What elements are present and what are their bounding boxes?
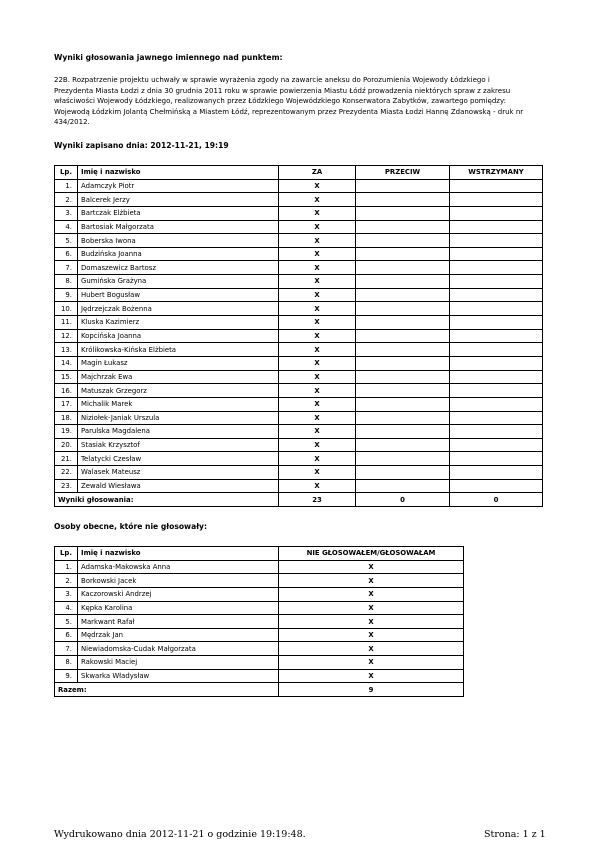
row-number: 6. [55, 628, 78, 642]
row-number: 5. [55, 234, 78, 248]
row-number: 1. [55, 179, 78, 193]
vote-przeciw-mark [356, 438, 450, 452]
table-row [55, 642, 464, 656]
votes-table [54, 165, 543, 507]
table-row [55, 669, 464, 683]
member-name: Kluska Kazimierz [78, 316, 279, 330]
vote-za-mark: X [279, 438, 356, 452]
row-number: 6. [55, 247, 78, 261]
col-header-name: Imię i nazwisko [78, 166, 279, 180]
row-number: 8. [55, 656, 78, 670]
table-row [55, 425, 543, 439]
votes-summary-przeciw: 0 [356, 493, 450, 507]
table-row [55, 316, 543, 330]
member-name: Adamczyk Piotr [78, 179, 279, 193]
vote-przeciw-mark [356, 179, 450, 193]
vote-za-mark: X [279, 179, 356, 193]
vote-wstrzymany-mark [450, 206, 543, 220]
member-name: Michalik Marek [78, 397, 279, 411]
row-number: 9. [55, 288, 78, 302]
member-name: Kaczorowski Andrzej [78, 587, 279, 601]
absent-summary-label: Razem: [55, 683, 279, 697]
row-number: 7. [55, 261, 78, 275]
vote-przeciw-mark [356, 193, 450, 207]
vote-za-mark: X [279, 397, 356, 411]
member-name: Walasek Mateusz [78, 466, 279, 480]
table-row [55, 356, 543, 370]
vote-wstrzymany-mark [450, 275, 543, 289]
row-number: 18. [55, 411, 78, 425]
vote-przeciw-mark [356, 397, 450, 411]
table-row [55, 466, 543, 480]
row-number: 23. [55, 479, 78, 493]
not-voted-mark: X [279, 601, 464, 615]
vote-wstrzymany-mark [450, 356, 543, 370]
member-name: Zewald Wiesława [78, 479, 279, 493]
row-number: 9. [55, 669, 78, 683]
member-name: Kępka Karolina [78, 601, 279, 615]
table-row [55, 479, 543, 493]
vote-przeciw-mark [356, 356, 450, 370]
vote-za-mark: X [279, 316, 356, 330]
vote-za-mark: X [279, 370, 356, 384]
col-header-lp: Lp. [55, 547, 78, 561]
vote-przeciw-mark [356, 425, 450, 439]
vote-wstrzymany-mark [450, 179, 543, 193]
member-name: Mędrzak Jan [78, 628, 279, 642]
not-voted-mark: X [279, 615, 464, 629]
vote-wstrzymany-mark [450, 384, 543, 398]
member-name: Majchrzak Ewa [78, 370, 279, 384]
row-number: 16. [55, 384, 78, 398]
table-row [55, 261, 543, 275]
votes-summary-wstrzymany: 0 [450, 493, 543, 507]
member-name: Markwant Rafał [78, 615, 279, 629]
not-voted-mark: X [279, 574, 464, 588]
table-row [55, 343, 543, 357]
votes-table-header-row [55, 166, 543, 180]
not-voted-mark: X [279, 587, 464, 601]
vote-przeciw-mark [356, 411, 450, 425]
not-voted-mark: X [279, 642, 464, 656]
row-number: 4. [55, 220, 78, 234]
row-number: 15. [55, 370, 78, 384]
row-number: 1. [55, 560, 78, 574]
row-number: 13. [55, 343, 78, 357]
vote-za-mark: X [279, 479, 356, 493]
row-number: 2. [55, 574, 78, 588]
table-row [55, 247, 543, 261]
vote-wstrzymany-mark [450, 411, 543, 425]
agenda-item-text: 22B. Rozpatrzenie projektu uchwały w sprawie wyrażenia zgody na zawarcie aneksu do Porozumienia Wojewody Łódzkiego i Prezydenta Miasta Łodzi z dnia 30 grudnia 2011 roku w sprawie powierzenia Miastu Łódź prowadzenia niektórych spraw z zakresu właściwości Wojewody Łódzkiego, realizowanych przez Łódzkiego Wojewódzkiego Konserwatora Zabytków, zawartego pomiędzy: Wojewodą Łódzkim Jolantą Chełmińską a Miastem Łódź, reprezentowanym przez Prezydenta Miasta Łodzi Hannę Zdanowską - druk nr 434/2012. [54, 76, 524, 126]
member-name: Boberska Iwona [78, 234, 279, 248]
member-name: Domaszewicz Bartosz [78, 261, 279, 275]
vote-za-mark: X [279, 343, 356, 357]
member-name: Niziołek-Janiak Urszula [78, 411, 279, 425]
table-row [55, 329, 543, 343]
vote-przeciw-mark [356, 329, 450, 343]
row-number: 4. [55, 601, 78, 615]
absent-section-title: Osoby obecne, które nie głosowały: [54, 522, 208, 531]
member-name: Gumińska Grażyna [78, 275, 279, 289]
row-number: 22. [55, 466, 78, 480]
vote-przeciw-mark [356, 220, 450, 234]
table-row [55, 560, 464, 574]
table-row [55, 288, 543, 302]
not-voted-mark: X [279, 628, 464, 642]
page-number: Strona: 1 z 1 [484, 829, 546, 840]
row-number: 7. [55, 642, 78, 656]
table-row [55, 302, 543, 316]
member-name: Adamska-Makowska Anna [78, 560, 279, 574]
absent-summary-row [55, 683, 464, 697]
votes-summary-row [55, 493, 543, 507]
vote-za-mark: X [279, 234, 356, 248]
member-name: Bartczak Elżbieta [78, 206, 279, 220]
table-row [55, 384, 543, 398]
vote-za-mark: X [279, 329, 356, 343]
vote-przeciw-mark [356, 316, 450, 330]
vote-przeciw-mark [356, 343, 450, 357]
table-row [55, 234, 543, 248]
member-name: Parulska Magdalena [78, 425, 279, 439]
vote-za-mark: X [279, 411, 356, 425]
vote-wstrzymany-mark [450, 261, 543, 275]
row-number: 17. [55, 397, 78, 411]
row-number: 2. [55, 193, 78, 207]
member-name: Królikowska-Kińska Elżbieta [78, 343, 279, 357]
vote-wstrzymany-mark [450, 466, 543, 480]
vote-przeciw-mark [356, 247, 450, 261]
vote-przeciw-mark [356, 206, 450, 220]
table-row [55, 601, 464, 615]
member-name: Borkowski Jacek [78, 574, 279, 588]
row-number: 10. [55, 302, 78, 316]
vote-za-mark: X [279, 261, 356, 275]
member-name: Matuszak Grzegorz [78, 384, 279, 398]
row-number: 14. [55, 356, 78, 370]
member-name: Hubert Bogusław [78, 288, 279, 302]
vote-przeciw-mark [356, 275, 450, 289]
col-header-za: ZA [279, 166, 356, 180]
vote-wstrzymany-mark [450, 479, 543, 493]
row-number: 11. [55, 316, 78, 330]
row-number: 5. [55, 615, 78, 629]
vote-przeciw-mark [356, 288, 450, 302]
vote-wstrzymany-mark [450, 452, 543, 466]
vote-za-mark: X [279, 356, 356, 370]
vote-za-mark: X [279, 466, 356, 480]
not-voted-mark: X [279, 656, 464, 670]
table-row [55, 397, 543, 411]
not-voted-mark: X [279, 560, 464, 574]
table-row [55, 370, 543, 384]
vote-wstrzymany-mark [450, 343, 543, 357]
table-row [55, 193, 543, 207]
vote-za-mark: X [279, 220, 356, 234]
recorded-at: Wyniki zapisano dnia: 2012-11-21, 19:19 [54, 141, 229, 150]
vote-wstrzymany-mark [450, 302, 543, 316]
vote-wstrzymany-mark [450, 329, 543, 343]
vote-przeciw-mark [356, 479, 450, 493]
table-row [55, 587, 464, 601]
member-name: Rakowski Maciej [78, 656, 279, 670]
member-name: Magin Łukasz [78, 356, 279, 370]
col-header-name: Imię i nazwisko [78, 547, 279, 561]
vote-przeciw-mark [356, 370, 450, 384]
table-row [55, 411, 543, 425]
member-name: Jędrzejczak Bożenna [78, 302, 279, 316]
table-row [55, 628, 464, 642]
vote-za-mark: X [279, 425, 356, 439]
vote-za-mark: X [279, 247, 356, 261]
table-row [55, 206, 543, 220]
member-name: Budzińska Joanna [78, 247, 279, 261]
not-voted-mark: X [279, 669, 464, 683]
vote-wstrzymany-mark [450, 316, 543, 330]
printed-info: Wydrukowano dnia 2012-11-21 o godzinie 19:19:48. [54, 829, 306, 840]
member-name: Skwarka Władysław [78, 669, 279, 683]
member-name: Niewiadomska-Cudak Małgorzata [78, 642, 279, 656]
vote-wstrzymany-mark [450, 425, 543, 439]
member-name: Telatycki Czesław [78, 452, 279, 466]
vote-za-mark: X [279, 384, 356, 398]
col-header-not-voted: NIE GŁOSOWAŁEM/GŁOSOWAŁAM [279, 547, 464, 561]
absent-table-header-row [55, 547, 464, 561]
vote-przeciw-mark [356, 466, 450, 480]
vote-wstrzymany-mark [450, 397, 543, 411]
vote-wstrzymany-mark [450, 247, 543, 261]
member-name: Balcerek Jerzy [78, 193, 279, 207]
vote-wstrzymany-mark [450, 438, 543, 452]
row-number: 21. [55, 452, 78, 466]
row-number: 19. [55, 425, 78, 439]
row-number: 8. [55, 275, 78, 289]
member-name: Kopcińska Joanna [78, 329, 279, 343]
vote-przeciw-mark [356, 384, 450, 398]
member-name: Bartosiak Małgorzata [78, 220, 279, 234]
table-row [55, 179, 543, 193]
votes-summary-za: 23 [279, 493, 356, 507]
table-row [55, 220, 543, 234]
row-number: 3. [55, 206, 78, 220]
col-header-przeciw: PRZECIW [356, 166, 450, 180]
votes-summary-label: Wyniki głosowania: [55, 493, 279, 507]
member-name: Stasiak Krzysztof [78, 438, 279, 452]
vote-wstrzymany-mark [450, 234, 543, 248]
row-number: 12. [55, 329, 78, 343]
col-header-lp: Lp. [55, 166, 78, 180]
row-number: 3. [55, 587, 78, 601]
table-row [55, 452, 543, 466]
vote-za-mark: X [279, 302, 356, 316]
table-row [55, 615, 464, 629]
col-header-wstrzymany: WSTRZYMANY [450, 166, 543, 180]
vote-za-mark: X [279, 275, 356, 289]
table-row [55, 438, 543, 452]
row-number: 20. [55, 438, 78, 452]
vote-wstrzymany-mark [450, 220, 543, 234]
table-row [55, 574, 464, 588]
vote-przeciw-mark [356, 302, 450, 316]
vote-wstrzymany-mark [450, 193, 543, 207]
table-row [55, 275, 543, 289]
vote-przeciw-mark [356, 234, 450, 248]
vote-za-mark: X [279, 193, 356, 207]
table-row [55, 656, 464, 670]
vote-przeciw-mark [356, 452, 450, 466]
page-title: Wyniki głosowania jawnego imiennego nad punktem: [54, 53, 283, 62]
vote-przeciw-mark [356, 261, 450, 275]
absent-table [54, 546, 464, 697]
vote-za-mark: X [279, 452, 356, 466]
vote-wstrzymany-mark [450, 288, 543, 302]
absent-summary-total: 9 [279, 683, 464, 697]
vote-za-mark: X [279, 288, 356, 302]
vote-wstrzymany-mark [450, 370, 543, 384]
vote-za-mark: X [279, 206, 356, 220]
